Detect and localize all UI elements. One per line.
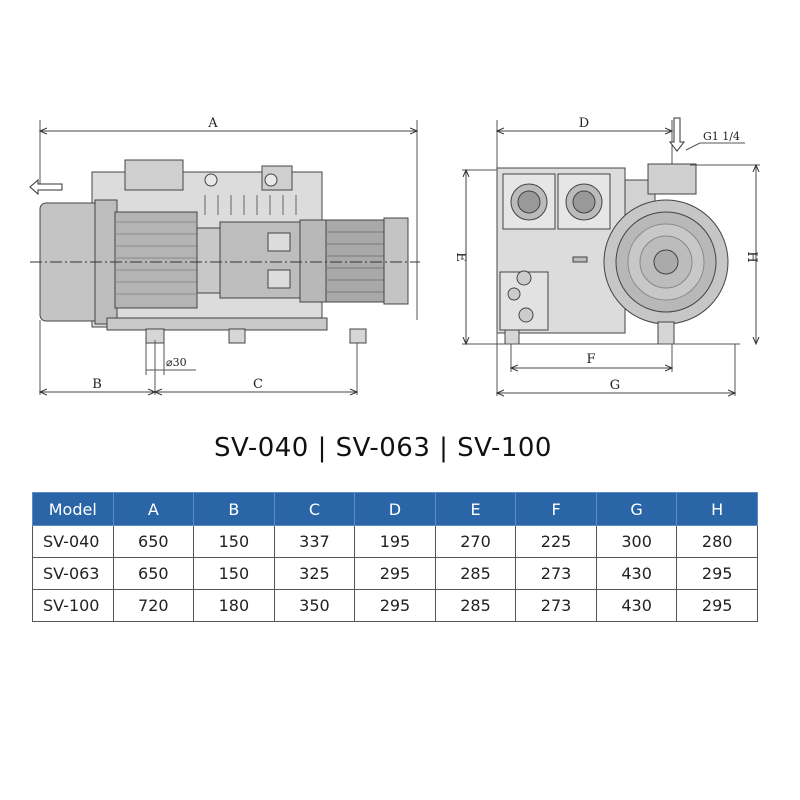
header-cell: F xyxy=(516,493,597,526)
table-cell: 430 xyxy=(596,590,677,622)
header-cell: H xyxy=(677,493,758,526)
header-cell: A xyxy=(113,493,194,526)
table-cell: 430 xyxy=(596,558,677,590)
table-cell: 350 xyxy=(274,590,355,622)
table-cell: 720 xyxy=(113,590,194,622)
table-cell: 180 xyxy=(194,590,275,622)
table-row xyxy=(33,526,758,558)
gauge-icon xyxy=(517,271,531,285)
table-cell: 650 xyxy=(113,558,194,590)
table-cell: 273 xyxy=(516,590,597,622)
exhaust-arrow xyxy=(30,180,62,194)
table-row xyxy=(33,590,758,622)
end-view xyxy=(462,118,760,396)
table-cell: 150 xyxy=(194,526,275,558)
table-row xyxy=(33,558,758,590)
dim-label-H: H xyxy=(744,251,759,263)
table-cell: 195 xyxy=(355,526,436,558)
header-cell: B xyxy=(194,493,275,526)
dim-label-B: B xyxy=(92,377,102,392)
bolt-icon xyxy=(205,174,217,186)
table-cell: 295 xyxy=(677,558,758,590)
diameter-label: ⌀30 xyxy=(166,356,187,369)
table-cell: 273 xyxy=(516,558,597,590)
dim-label-F: F xyxy=(586,352,596,367)
header-cell: E xyxy=(435,493,516,526)
table-cell: 295 xyxy=(355,558,436,590)
table-cell: SV-040 xyxy=(33,526,114,558)
header-cell: G xyxy=(596,493,677,526)
table-cell: 150 xyxy=(194,558,275,590)
table-cell: SV-100 xyxy=(33,590,114,622)
header-cell: C xyxy=(274,493,355,526)
dim-label-E: E xyxy=(453,252,468,262)
dim-label-C: C xyxy=(253,377,263,392)
dim-label-G: G xyxy=(609,378,621,393)
table-cell: SV-063 xyxy=(33,558,114,590)
table-cell: 280 xyxy=(677,526,758,558)
header-cell: D xyxy=(355,493,436,526)
model-title: SV-040 | SV-063 | SV-100 xyxy=(214,433,552,463)
table-header-row xyxy=(33,493,758,526)
table-cell: 225 xyxy=(516,526,597,558)
table-cell: 295 xyxy=(677,590,758,622)
dim-label-A: A xyxy=(208,116,218,131)
side-view xyxy=(30,120,420,395)
dim-label-D: D xyxy=(578,116,590,131)
table-cell: 295 xyxy=(355,590,436,622)
table-cell: 285 xyxy=(435,590,516,622)
table-cell: 325 xyxy=(274,558,355,590)
table-cell: 337 xyxy=(274,526,355,558)
port-size-label: G1 1/4 xyxy=(703,130,740,143)
table-cell: 285 xyxy=(435,558,516,590)
bolt-icon xyxy=(265,174,277,186)
table-cell: 300 xyxy=(596,526,677,558)
table-cell: 270 xyxy=(435,526,516,558)
table-cell: 650 xyxy=(113,526,194,558)
dimension-table xyxy=(32,492,758,622)
header-cell: Model xyxy=(33,493,114,526)
